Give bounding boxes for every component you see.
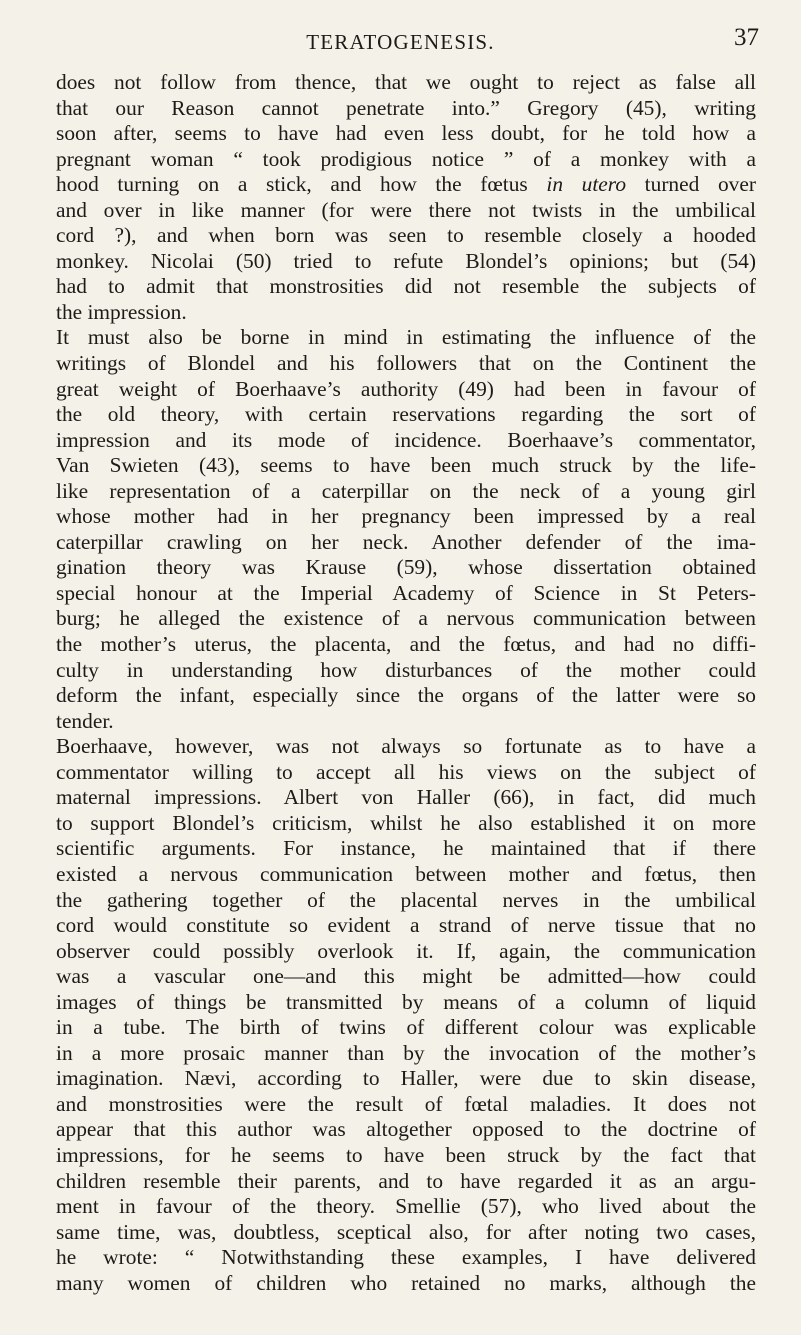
- text-line: deform the infant, especially since the organs of the latter were so: [56, 683, 756, 708]
- text-line: impression and its mode of incidence. Boerhaave’s commentator,: [56, 427, 756, 452]
- text-line: was a vascular one—and this might be admitted—how could: [56, 964, 756, 989]
- italic-phrase: in utero: [546, 172, 627, 197]
- text-line: many women of children who retained no marks, although the: [56, 1270, 756, 1295]
- text-line: cord would constitute so evident a strand of nerve tissue that no: [56, 913, 756, 938]
- text-line: gination theory was Krause (59), whose dissertation obtained: [56, 555, 756, 580]
- text-line: ment in favour of the theory. Smellie (57), who lived about the: [56, 1194, 756, 1219]
- running-head: [0, 24, 801, 54]
- text-line: and monstrosities were the result of fœtal maladies. It does not: [56, 1091, 756, 1116]
- text-line: imagination. Nævi, according to Haller, were due to skin disease,: [56, 1066, 756, 1091]
- text-line: commentator willing to accept all his views on the subject of: [56, 759, 756, 784]
- text-line: that our Reason cannot penetrate into.” Gregory (45), writing: [56, 95, 756, 120]
- text-line: culty in understanding how disturbances of the mother could: [56, 657, 756, 682]
- text-line: images of things be transmitted by means of a column of liquid: [56, 989, 756, 1014]
- text-line: Boerhaave, however, was not always so fortunate as to have a: [56, 734, 756, 759]
- text-line: cord ?), and when born was seen to resemble closely a hooded: [56, 223, 756, 248]
- text-line: he wrote: “ Notwithstanding these examples, I have delivered: [56, 1245, 756, 1270]
- text-line: appear that this author was altogether opposed to the doctrine of: [56, 1117, 756, 1142]
- text-line: great weight of Boerhaave’s authority (49) had been in favour of: [56, 376, 756, 401]
- text-line: burg; he alleged the existence of a nervous communication between: [56, 606, 756, 631]
- running-title: TERATOGENESIS.: [306, 30, 495, 54]
- text-line: observer could possibly overlook it. If, again, the communication: [56, 938, 756, 963]
- text-line: existed a nervous communication between mother and fœtus, then: [56, 861, 756, 886]
- text-line: tender.: [56, 708, 114, 733]
- text-line: maternal impressions. Albert von Haller (66), in fact, did much: [56, 785, 756, 810]
- text-line: impressions, for he seems to have been struck by the fact that: [56, 1142, 756, 1167]
- text-line: whose mother had in her pregnancy been impressed by a real: [56, 504, 756, 529]
- text-line: had to admit that monstrosities did not resemble the subjects of: [56, 274, 756, 299]
- text-line: monkey. Nicolai (50) tried to refute Blondel’s opinions; but (54): [56, 248, 756, 273]
- text-line: the mother’s uterus, the placenta, and the fœtus, and had no diffi-: [56, 632, 756, 657]
- text-line: children resemble their parents, and to have regarded it as an argu-: [56, 1168, 756, 1193]
- text-line: Van Swieten (43), seems to have been much struck by the life-: [56, 453, 756, 478]
- text-line: the old theory, with certain reservations regarding the sort of: [56, 402, 756, 427]
- text-line: in a more prosaic manner than by the invocation of the mother’s: [56, 1040, 756, 1065]
- text-line: the gathering together of the placental nerves in the umbilical: [56, 887, 756, 912]
- text-line: and over in like manner (for were there not twists in the umbilical: [56, 197, 756, 222]
- text-line: same time, was, doubtless, sceptical also, for after noting two cases,: [56, 1219, 756, 1244]
- text-line: like representation of a caterpillar on the neck of a young girl: [56, 478, 756, 503]
- text-line: scientific arguments. For instance, he maintained that if there: [56, 836, 756, 861]
- text-line: caterpillar crawling on her neck. Another defender of the ima-: [56, 529, 756, 554]
- text-line: soon after, seems to have had even less doubt, for he told how a: [56, 121, 756, 146]
- text-line: to support Blondel’s criticism, whilst he also established it on more: [56, 810, 756, 835]
- text-line: writings of Blondel and his followers that on the Continent the: [56, 351, 756, 376]
- text-line: the impression.: [56, 299, 187, 324]
- text-line: pregnant woman “ took prodigious notice ” of a monkey with a: [56, 146, 756, 171]
- page-number: 37: [734, 24, 759, 51]
- text-line: does not follow from thence, that we ought to reject as false all: [56, 70, 756, 94]
- text-line: It must also be borne in mind in estimating the influence of the: [56, 325, 756, 350]
- text-line: in a tube. The birth of twins of different colour was explicable: [56, 1015, 756, 1040]
- text-line: special honour at the Imperial Academy of Science in St Peters-: [56, 580, 756, 605]
- text-line: hood turning on a stick, and how the fœtus in utero turned over: [56, 172, 756, 197]
- body-text: [56, 70, 756, 1296]
